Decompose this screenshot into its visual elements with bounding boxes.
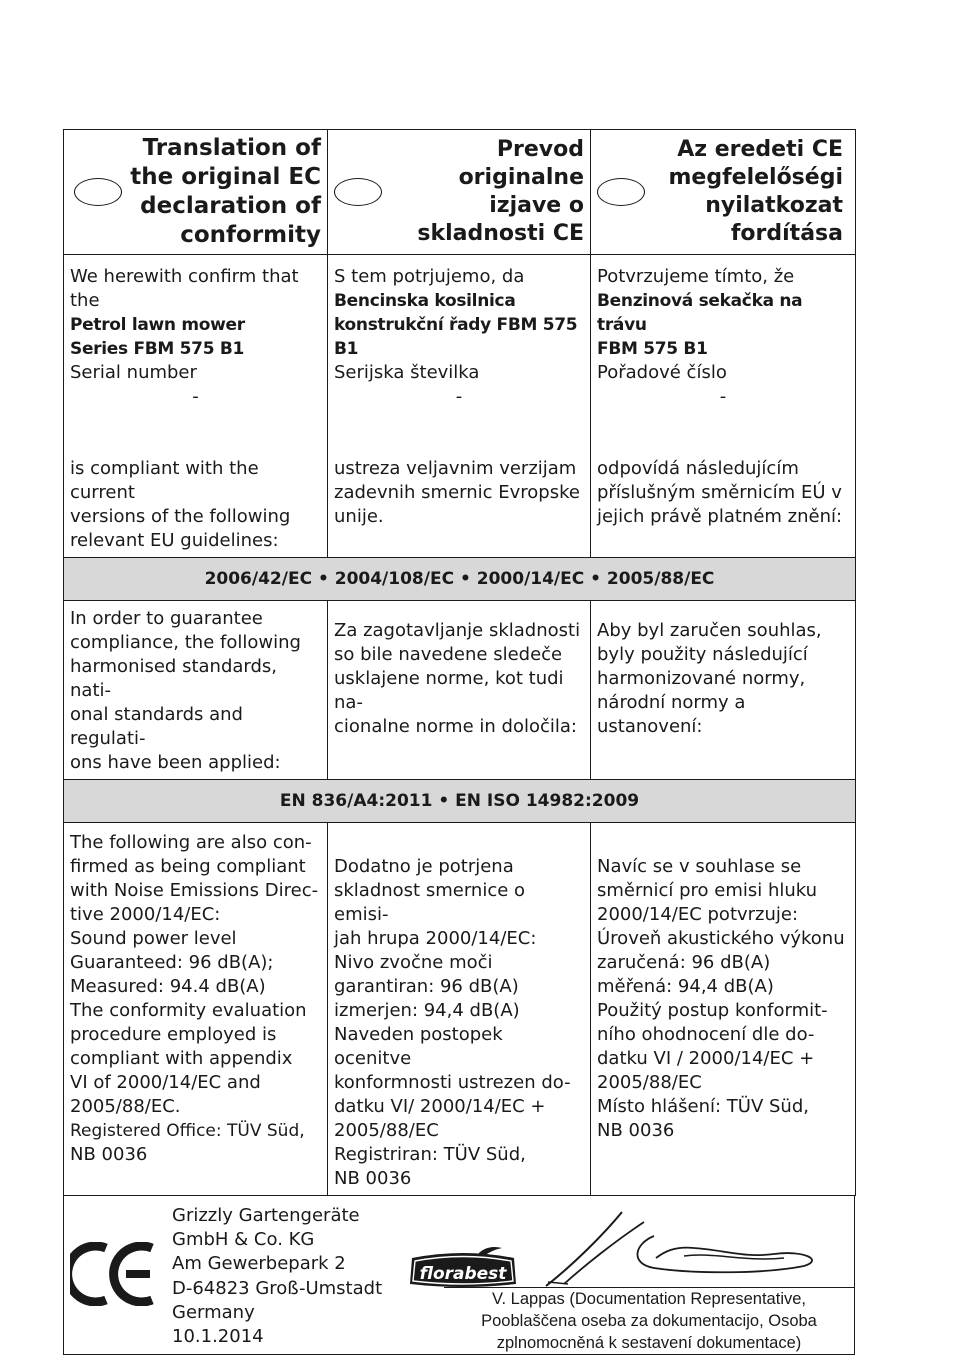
standards-row bbox=[64, 780, 856, 823]
product-series: konstrukční řady FBM 575 B1 bbox=[334, 315, 578, 359]
text-line: VI of 2000/14/EC and bbox=[70, 1072, 261, 1093]
confirm-intro: S tem potrjujemo, da bbox=[334, 266, 525, 287]
text-line: národní normy a ustanovení: bbox=[597, 692, 746, 737]
text-line: In order to guarantee bbox=[70, 608, 263, 629]
text-line: zaručená: 96 dB(A) bbox=[597, 952, 771, 973]
address-line: Grizzly Gartengeräte bbox=[172, 1205, 360, 1226]
text-line: 2000/14/EC potvrzuje: bbox=[597, 904, 799, 925]
text-line: NB 0036 bbox=[334, 1168, 412, 1189]
address-line: Am Gewerbepark 2 bbox=[172, 1253, 346, 1275]
text-line: Úroveň akustického výkonu bbox=[597, 928, 845, 949]
text-line: 2005/88/EC bbox=[334, 1120, 439, 1141]
text-line: skladnost smernice o emisi- bbox=[334, 880, 526, 925]
header-en-title: Translation of the original EC declaration of conformity bbox=[130, 135, 321, 248]
compliant-line: příslušným směrnicím EÚ v bbox=[597, 482, 842, 503]
text-line: datku VI/ 2000/14/EC + bbox=[334, 1096, 546, 1117]
confirm-row bbox=[64, 255, 856, 558]
product-series: FBM 575 B1 bbox=[597, 339, 708, 359]
text-line: Registriran: TÜV Süd, bbox=[334, 1144, 526, 1165]
serial-label: Pořadové číslo bbox=[597, 362, 727, 383]
text-line: ons have been applied: bbox=[70, 752, 281, 773]
text-line: datku VI / 2000/14/EC + bbox=[597, 1048, 815, 1069]
text-line: onal standards and regulati- bbox=[70, 704, 243, 749]
text-line: The conformity evaluation bbox=[70, 1000, 307, 1021]
declaration-document bbox=[63, 129, 855, 1355]
text-line: garantiran: 96 dB(A) bbox=[334, 976, 519, 997]
product-name: Petrol lawn mower bbox=[70, 315, 245, 335]
text-line: NB 0036 bbox=[597, 1120, 675, 1141]
address-line: D-64823 Groß-Umstadt bbox=[172, 1277, 383, 1299]
header-sl-title: Prevod originalne izjave o skladnosti CE bbox=[417, 137, 584, 246]
header-hu bbox=[591, 130, 856, 255]
header-row bbox=[64, 130, 856, 255]
confirm-sl bbox=[328, 255, 591, 558]
text-line: Sound power level bbox=[70, 928, 237, 949]
text-line: měřená: 94,4 dB(A) bbox=[597, 976, 774, 997]
text-line: Measured: 94.4 dB(A) bbox=[70, 976, 266, 997]
florabest-logo bbox=[406, 1244, 520, 1290]
noise-cs bbox=[591, 823, 856, 1196]
address-line: Germany bbox=[172, 1301, 255, 1323]
language-oval-icon bbox=[597, 178, 645, 206]
representative-line: V. Lappas (Documentation Representative, bbox=[492, 1290, 806, 1308]
serial-dash: - bbox=[192, 386, 199, 407]
text-line: ního ohodnocení dle do- bbox=[597, 1024, 815, 1045]
noise-en bbox=[64, 823, 328, 1196]
text-line: usklajene norme, kot tudi na- bbox=[334, 668, 564, 713]
header-en bbox=[64, 130, 328, 255]
text-line: jah hrupa 2000/14/EC: bbox=[334, 928, 537, 949]
text-line: Registered Office: TÜV Süd, bbox=[70, 1121, 305, 1141]
text-line: with Noise Emissions Direc- bbox=[70, 880, 319, 901]
svg-text:florabest: florabest bbox=[419, 1264, 507, 1284]
product-name: Bencinska kosilnica bbox=[334, 291, 516, 311]
text-line: 2005/88/EC bbox=[597, 1072, 702, 1093]
company-address bbox=[172, 1204, 382, 1349]
directives-row bbox=[64, 558, 856, 601]
declaration-date: 10.1.2014 bbox=[172, 1326, 264, 1348]
compliant-line: ustreza veljavnim verzijam bbox=[334, 458, 577, 479]
text-line: Dodatno je potrjena bbox=[334, 856, 514, 877]
compliant-line: versions of the following bbox=[70, 506, 291, 527]
product-name: Benzinová sekačka na trávu bbox=[597, 291, 803, 335]
text-line: Místo hlášení: TÜV Süd, bbox=[597, 1096, 809, 1117]
ce-mark-icon bbox=[70, 1242, 156, 1306]
standards-intro-row bbox=[64, 601, 856, 780]
confirm-en bbox=[64, 255, 328, 558]
header-sl bbox=[328, 130, 591, 255]
text-line: tive 2000/14/EC: bbox=[70, 904, 221, 925]
text-line: konformnosti ustrezen do- bbox=[334, 1072, 571, 1093]
text-line: Naveden postopek ocenitve bbox=[334, 1024, 503, 1069]
text-line: compliant with appendix bbox=[70, 1048, 293, 1069]
text-line: Navíc se v souhlase se bbox=[597, 856, 802, 877]
representative-line: Pooblaščena oseba za dokumentacijo, Osoba bbox=[481, 1312, 817, 1330]
compliant-line: relevant EU guidelines: bbox=[70, 530, 279, 551]
confirm-intro: Potvrzujeme tímto, že bbox=[597, 266, 795, 287]
noise-row bbox=[64, 823, 856, 1196]
language-oval-icon bbox=[74, 178, 122, 206]
text-line: Guaranteed: 96 dB(A); bbox=[70, 952, 274, 973]
text-line: compliance, the following bbox=[70, 632, 301, 653]
text-line: byly použity následující bbox=[597, 644, 808, 665]
text-line: Aby byl zaručen souhlas, bbox=[597, 620, 822, 641]
address-line: GmbH & Co. KG bbox=[172, 1229, 315, 1251]
standards-list: EN 836/A4:2011 • EN ISO 14982:2009 bbox=[64, 780, 856, 823]
directives-list: 2006/42/EC • 2004/108/EC • 2000/14/EC • 2005/88/EC bbox=[64, 558, 856, 601]
confirm-intro: We herewith confirm that the bbox=[70, 266, 299, 311]
serial-label: Serial number bbox=[70, 362, 197, 383]
declaration-table bbox=[63, 129, 856, 1196]
serial-dash: - bbox=[719, 386, 727, 407]
text-line: harmonised standards, nati- bbox=[70, 656, 278, 701]
handwritten-signature bbox=[534, 1204, 834, 1290]
standards-intro-cs bbox=[591, 601, 856, 780]
text-line: The following are also con- bbox=[70, 832, 312, 853]
compliant-line: unije. bbox=[334, 506, 384, 527]
text-line: Nivo zvočne moči bbox=[334, 952, 493, 973]
text-line: cionalne norme in določila: bbox=[334, 716, 577, 737]
text-line: firmed as being compliant bbox=[70, 856, 306, 877]
serial-label: Serijska številka bbox=[334, 362, 480, 383]
confirm-cs bbox=[591, 255, 856, 558]
text-line: izmerjen: 94,4 dB(A) bbox=[334, 1000, 520, 1021]
header-hu-title: Az eredeti CE megfelelőségi nyilatkozat fordítása bbox=[668, 137, 843, 246]
representative-text bbox=[444, 1288, 854, 1354]
text-line: směrnicí pro emisi hluku bbox=[597, 880, 818, 901]
compliant-line: jejich právě platném znění: bbox=[597, 506, 843, 527]
compliant-line: is compliant with the current bbox=[70, 458, 259, 503]
serial-dash: - bbox=[455, 386, 463, 407]
language-oval-icon bbox=[334, 178, 382, 206]
text-line: Použitý postup konformit- bbox=[597, 1000, 828, 1021]
noise-sl bbox=[328, 823, 591, 1196]
representative-line: zplnomocněná k sestavení dokumentace) bbox=[496, 1334, 802, 1352]
text-line: so bile navedene sledeče bbox=[334, 644, 563, 665]
text-line: Za zagotavljanje skladnosti bbox=[334, 620, 581, 641]
standards-intro-en bbox=[64, 601, 328, 780]
product-series: Series FBM 575 B1 bbox=[70, 339, 245, 359]
compliant-line: zadevnih smernic Evropske bbox=[334, 482, 580, 503]
text-line: NB 0036 bbox=[70, 1144, 148, 1165]
text-line: harmonizované normy, bbox=[597, 668, 806, 689]
text-line: 2005/88/EC. bbox=[70, 1096, 181, 1117]
text-line: procedure employed is bbox=[70, 1024, 277, 1045]
compliant-line: odpovídá následujícím bbox=[597, 458, 799, 479]
standards-intro-sl bbox=[328, 601, 591, 780]
